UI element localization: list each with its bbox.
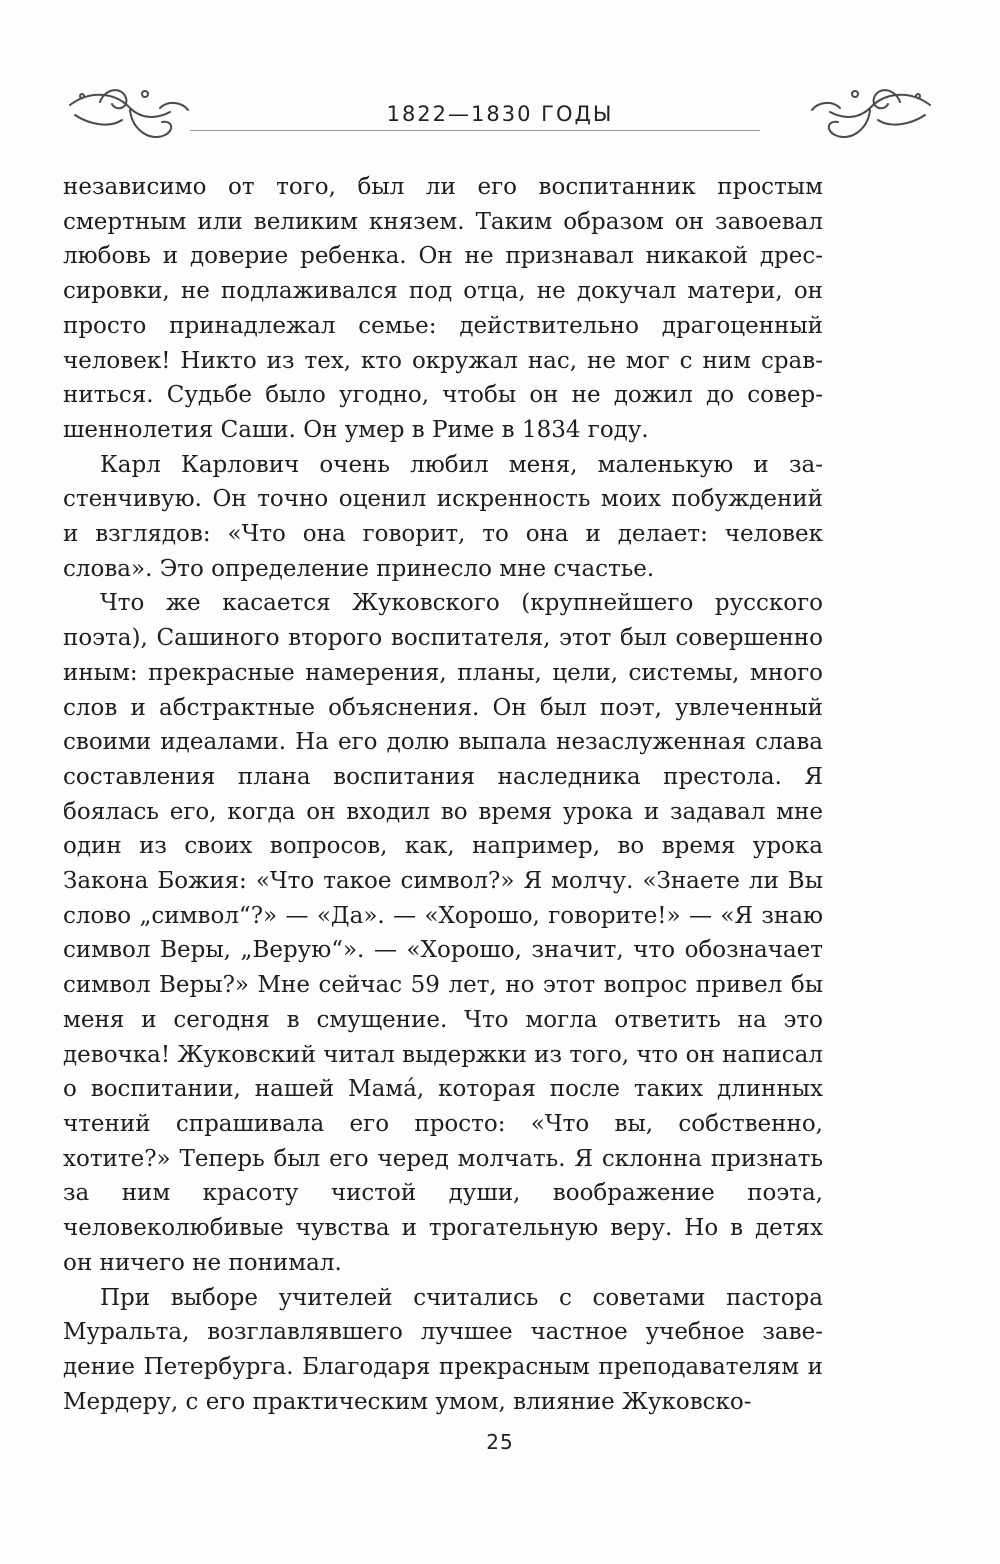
body-text	[63, 170, 823, 1419]
page-number: 25	[486, 1430, 514, 1454]
paragraph-3: Что же касается Жуковского (крупнейшего русского поэта), Сашиного второго воспитателя, этот был совершенно иным: прекрасные намерения, планы, цели, системы, много слов и абстрактные объяснения. Он был поэт, увлеченный своими идеалами. На его долю выпала незаслуженная слава составления плана воспитания наследника престола. Я боялась его, когда он входил во время урока и задавал мне один из своих вопросов, как, например, во время урока Закона Божия: «Что такое символ?» Я молчу. «Знаете ли Вы слово „символ“?» — «Да». — «Хорошо, говорите!» — «Я знаю символ Веры, „Верую“». — «Хорошо, значит, что обозначает символ Веры?» Мне сейчас 59 лет, но этот вопрос привел бы меня и сегодня в смущение. Что могла ответить на это девочка! Жуковский читал выдержки из того, что он написал о воспитании, нашей Мама́, которая после таких длинных чтений спрашивала его просто: «Что вы, собственно, хотите?» Теперь был его черед молчать. Я склонна признать за ним красоту чистой души, воображение поэта, человеколюбивые чувства и трогательную веру. Но в детях он ничего не понимал.	[63, 590, 823, 1276]
running-head-title: 1822—1830 ГОДЫ	[386, 102, 614, 126]
paragraph-4: При выборе учителей считались с советами пастора Муральта, возглавлявшего лучшее частное учебное заведение Петербурга. Благодаря прекрасным преподавателям и Мердеру, с его практическим умом, влияние Жуковско-	[63, 1284, 823, 1415]
header-rule	[190, 130, 760, 131]
running-head	[40, 80, 960, 160]
paragraph-2: Карл Карлович очень любил меня, маленькую и застенчивую. Он точно оценил искренность моих побуждений и взглядов: «Что она говорит, то она и делает: человек слова». Это определение принесло мне счастье.	[63, 451, 823, 582]
flourish-right-icon	[790, 80, 940, 160]
paragraph-1: независимо от того, был ли его воспитанник простым смертным или великим князем. Таким образом он завоевал любовь и доверие ребенка. Он не признавал никакой дрессировки, не подлаживался под отца, не докучал матери, он просто принадлежал семье: действительно драгоценный человек! Никто из тех, кто окружал нас, не мог с ним сравниться. Судьбе было угодно, чтобы он не дожил до совершеннолетия Саши. Он умер в Риме в 1834 году.	[63, 174, 823, 443]
